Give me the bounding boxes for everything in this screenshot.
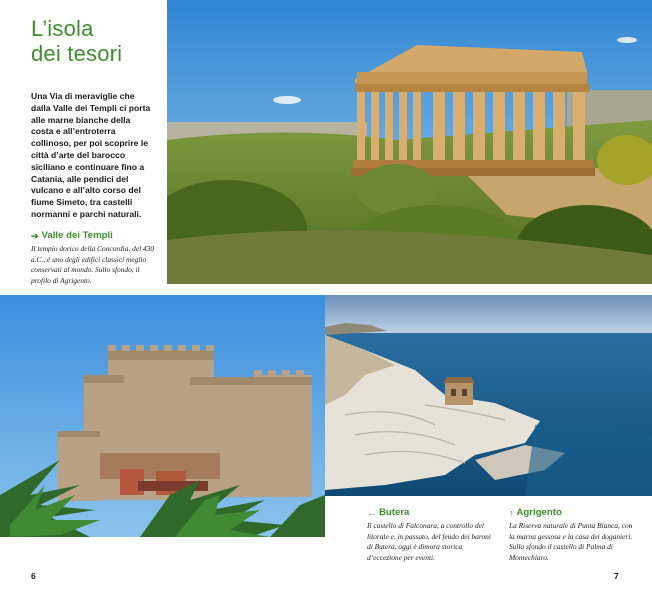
caption-text: Il tempio dorico della Concordia, del 430 a.C., è uno degli edifici classici meglio conservati al mondo. Sullo sfondo, il profilo di Agrigento.: [31, 244, 155, 285]
caption-title: Valle dei Templi: [41, 230, 113, 241]
caption-heading: [31, 230, 161, 242]
page-number-left: 6: [31, 571, 36, 581]
photo-temple-of-concordia: [167, 0, 652, 284]
page-title: [31, 16, 155, 66]
title-line-1: L’isola: [31, 16, 94, 41]
caption-title: Agrigento: [516, 507, 562, 518]
arrow-up-icon: ↑: [509, 508, 514, 518]
photo-punta-bianca: [325, 295, 652, 496]
caption-heading: [367, 507, 497, 519]
intro-paragraph: Una Via di meraviglie che dalla Valle dei Templi ci porta alle marne bianche della costa e all’entroterra collinoso, per poi scoprire le città d’arte del barocco siciliano e continuare fino a Catania, alle pendici del vulcano e all’alto corso del fiume Simeto, tra castelli normanni e parchi naturali.: [31, 91, 151, 219]
caption-title: Butera: [379, 507, 410, 518]
arrow-left-icon: ←: [367, 508, 376, 518]
caption-valle-dei-templi: [31, 230, 161, 286]
caption-text: La Riserva naturale di Punta Bianca, con la marna gessosa e la casa dei doganieri. Sullo sfondo il castello di Palma di Montechiaro.: [509, 521, 633, 562]
caption-agrigento: [509, 507, 633, 563]
caption-butera: [367, 507, 497, 563]
caption-text: Il castello di Falconara, a controllo del litorale e, in passato, del feudo dei baroni di Butera, oggi è dimora storica d’eccezione per eventi.: [367, 521, 491, 562]
caption-heading: [509, 507, 633, 519]
page-number-right: 7: [614, 571, 619, 581]
title-line-2: dei tesori: [31, 41, 123, 66]
arrow-right-icon: ➔: [31, 231, 39, 241]
photo-castello-di-falconara: [0, 295, 325, 537]
